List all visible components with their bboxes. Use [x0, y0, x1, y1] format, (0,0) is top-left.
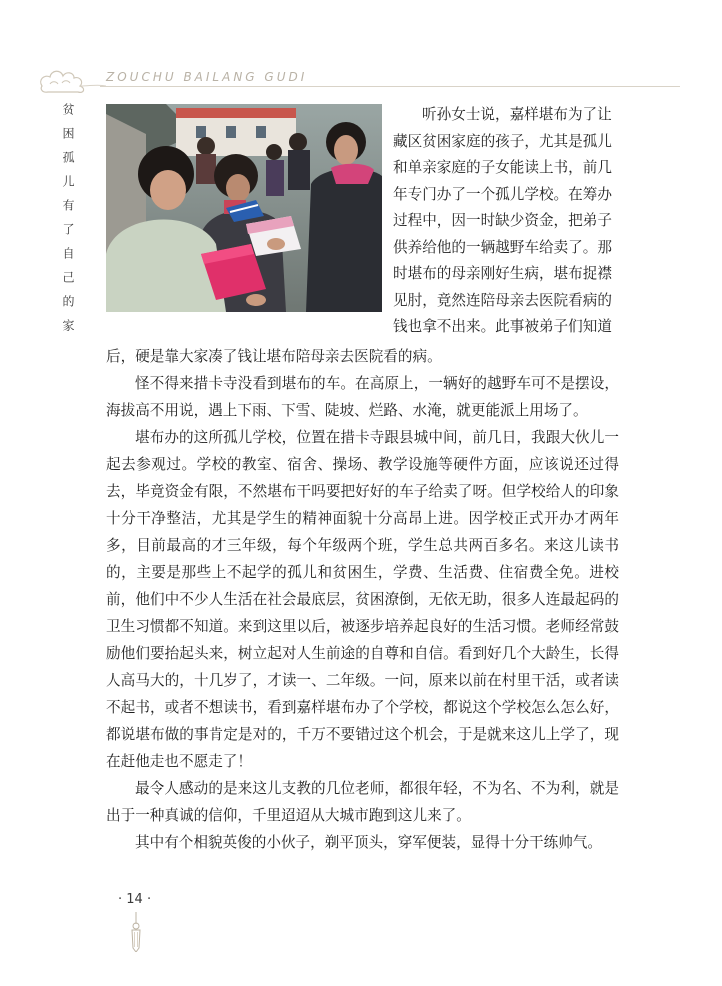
text-line: 过程中，因一时缺少资金，把弟子 [393, 212, 612, 229]
chapter-side-title: 贫困孤儿有了自己的家 [61, 103, 75, 343]
body-text [106, 343, 619, 856]
text-line: 见肘，竟然连陪母亲去医院看病的 [393, 291, 612, 309]
paragraph: 最令人感动的是来这儿支教的几位老师，都很年轻，不为名、不为利，就是出于一种真诚的信仰，千里迢迢从大城市跑到这儿来了。 [106, 780, 619, 824]
header-rule [100, 86, 680, 87]
wrap-paragraph [393, 102, 619, 341]
paragraph: 其中有个相貌英俊的小伙子，剃平顶头，穿军便装，显得十分干练帅气。 [135, 834, 603, 851]
text-line: 钱也拿不出来。此事被弟子们知道 [393, 318, 612, 335]
cloud-ornament-icon [36, 64, 106, 98]
text-line: 时堪布的母亲刚好生病，堪布捉襟 [393, 265, 612, 282]
tassel-ornament-icon [124, 912, 148, 952]
text-line: 和单亲家庭的子女能读上书，前几 [393, 159, 612, 176]
text-line: 藏区贫困家庭的孩子，尤其是孤儿 [393, 132, 612, 150]
paragraph: 怪不得来措卡寺没看到堪布的车。在高原上，一辆好的越野车可不是摆设，海拔高不用说，遇上下雨、下雪、陡坡、烂路、水淹，就更能派上用场了。 [106, 375, 619, 419]
text-line: 供养给他的一辆越野车给卖了。那 [393, 238, 612, 256]
paragraph: 后，硬是靠大家凑了钱让堪布陪母亲去医院看的病。 [106, 348, 442, 365]
text-line: 年专门办了一个孤儿学校。在筹办 [393, 185, 612, 203]
paragraph: 堪布办的这所孤儿学校，位置在措卡寺跟县城中间，前几日，我跟大伙儿一起去参观过。学校的教室、宿舍、操场、教学设施等硬件方面，应该说还过得去，毕竟资金有限，不然堪布干吗要把好好的车子给卖了呀。但学校给人的印象十分干净整洁，尤其是学生的精神面貌十分高昂上进。因学校正式开办才两年多，目前最高的才三年级，每个年级两个班，学生总共两百多名。来这儿读书的，主要是那些上不起学的孤儿和贫困生，学费、生活费、住宿费全免。进校前，他们中不少人生活在社会最底层，贫困潦倒，无依无助，很多人连最起码的卫生习惯都不知道。来到这里以后，被逐步培养起良好的生活习惯。老师经常鼓励他们要抬起头来，树立起对人生前途的自尊和自信。看到好几个大龄生，长得人高马大的，十几岁了，才读一、二年级。一问，原来以前在村里干活，或者读不起书，或者不想读书，看到嘉样堪布办了个学校，都说这个学校怎么怎么好，都说堪布做的事肯定是对的，千万不要错过这个机会，于是就来这儿上学了，现在赶他走也不愿走了！ [106, 429, 619, 770]
text-line: 听孙女士说，嘉样堪布为了让 [422, 106, 612, 123]
page-number: · 14 · [118, 892, 152, 907]
running-head: ZOUCHU BAILANG GUDI [106, 70, 308, 84]
photo-girls-opening-gifts [106, 104, 382, 312]
